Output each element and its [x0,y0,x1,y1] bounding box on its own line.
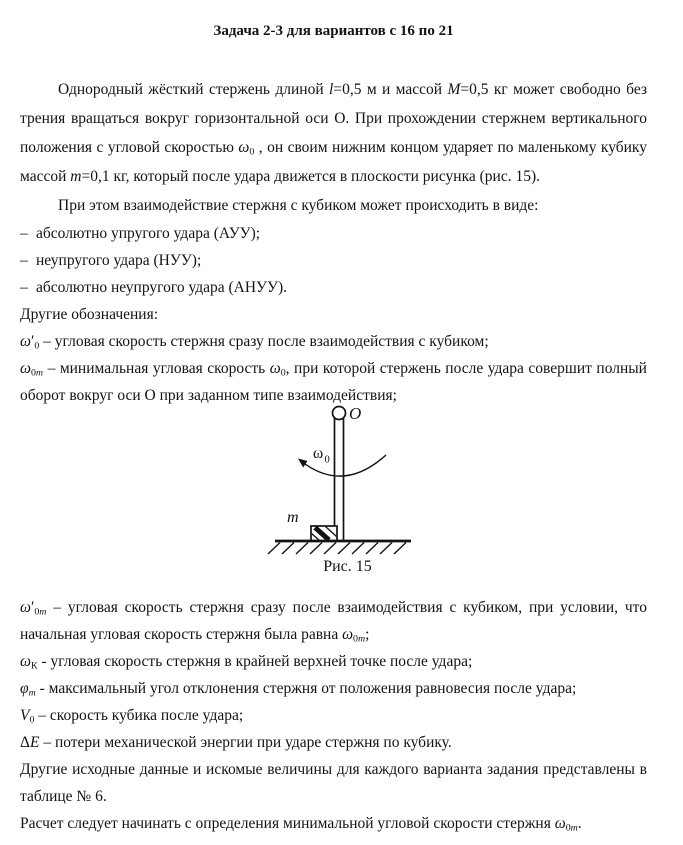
list-item [20,220,647,247]
problem-title: Задача 2-3 для вариантов с 16 по 21 [213,23,454,39]
definition-omega-prime0: $\omega'_0$ – угловая скорость стержня сразу после взаимодействия с кубиком; [20,333,489,352]
figure-ris-15 [238,401,458,576]
list-dash: – [20,225,28,242]
interaction-intro-paragraph: При этом взаимодействие стержня с кубиком может происходить в виде: [58,197,539,214]
cube-mass-label: m [286,509,299,526]
pivot-label: O [348,404,361,423]
definition-phi-m: $\varphi_m$ - максимальный угол отклонения стержня от положения равновесия после удара; [20,680,577,699]
list-dash: – [20,279,28,296]
list-item-label: абсолютно упругого удара (АУУ); [36,225,261,242]
list-item [20,274,647,301]
rotation-arrow-head [298,459,308,468]
list-item [20,247,647,274]
intro-paragraph: Однородный жёсткий стержень длиной l=0,5 м и массой M=0,5 кг может свободно без трения вращаться вокруг горизонтальной оси О. При прохождении стержнем вертикального положения с угловой скоростью $\omega_0$ , он своим нижним концом ударяет по маленькому кубику массой m=0,1 кг, который после удара движется в плоскости рисунка (рис. 15). [20,81,648,185]
pivot-circle [332,407,345,420]
list-item-label: неупругого удара (НУУ); [36,252,202,269]
definition-omega-k: $\omega_К$ - угловая скорость стержня в крайней верхней точке после удара; [20,653,473,672]
list-item-label: абсолютно неупругого удара (АНУУ). [36,279,288,296]
omega0-label-subscript: 0 [324,454,330,466]
omega0-label: ω [312,445,323,462]
notation-intro: Другие обозначения: [20,306,159,323]
closing-calculation-note: Расчет следует начинать с определения минимальной угловой скорости стержня $\omega_{0m}$. [20,815,582,834]
rod [334,414,343,541]
definition-omega-prime0m: $\omega'_{0m}$ – угловая скорость стержня сразу после взаимодействия с кубиком, при условии, что начальная угловая скорость стержня была равна $\omega_{0m}$; [20,599,647,645]
cube [311,526,337,541]
list-dash: – [20,252,28,269]
ground-hatching [268,543,406,555]
definition-delta-e: ΔE – потери механической энергии при ударе стержня по кубику. [20,734,452,751]
figure-svg [238,401,458,557]
definition-v0: $V_0$ – скорость кубика после удара; [20,707,244,726]
closing-table-note: Другие исходные данные и искомые величины для каждого варианта задания представлены в таблице № 6. [20,761,647,805]
figure-caption: Рис. 15 [323,558,372,575]
impact-types-list [20,220,647,301]
definition-omega0m: $\omega_{0m}$ – минимальная угловая скорость $\omega_0$, при которой стержень после удара совершит полный оборот вокруг оси О при заданном типе взаимодействия; [20,360,647,404]
